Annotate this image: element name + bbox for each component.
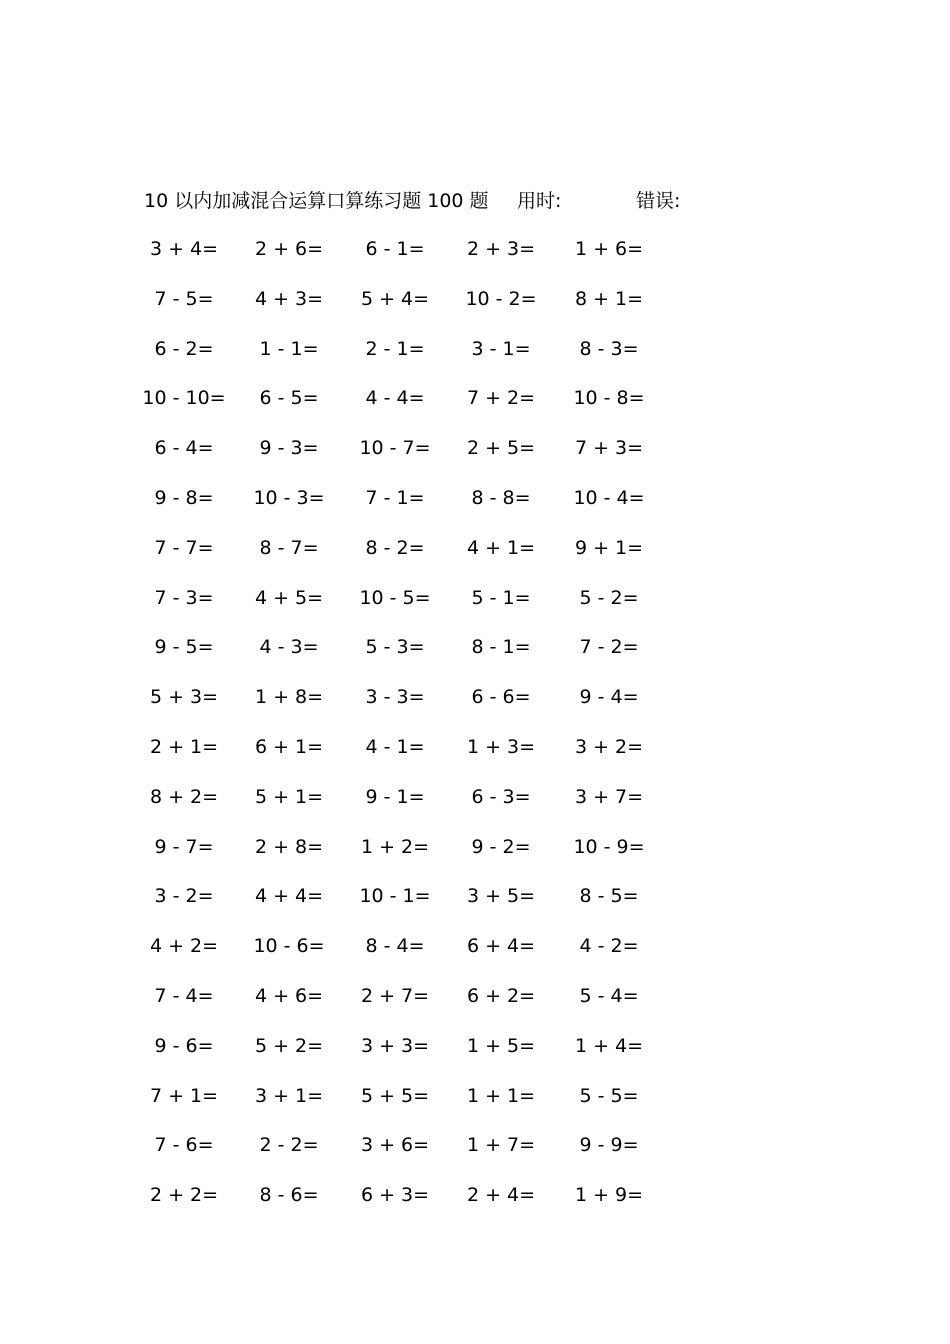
problem-item: 7 + 2= [466,387,536,410]
problem-item: 10 - 2= [465,287,537,310]
problem-item: 9 - 1= [365,785,425,808]
problem-item: 5 + 4= [360,287,430,310]
problem-item: 6 - 1= [365,238,425,260]
problem-item: 1 + 9= [574,1184,644,1207]
errors-label: 错误: [636,190,681,212]
problem-item: 4 - 2= [579,935,639,958]
problem-item: 9 - 9= [579,1134,639,1157]
problem-item: 1 + 7= [466,1134,536,1157]
problem-item: 5 - 4= [579,985,639,1007]
problem-item: 1 + 4= [574,1034,644,1057]
problem-item: 4 - 4= [365,387,425,410]
problem-item: 8 - 7= [259,536,319,559]
problem-item: 7 + 1= [149,1084,219,1107]
problem-item: 7 - 2= [579,636,639,659]
problem-item: 8 - 1= [471,636,531,659]
problem-item: 6 + 2= [466,985,536,1007]
problem-item: 1 + 5= [466,1034,536,1057]
problem-item: 8 + 2= [149,785,219,808]
problem-item: 9 - 2= [471,835,531,858]
problem-item: 3 + 7= [574,785,644,808]
problem-item: 5 + 1= [254,785,324,808]
problem-item: 8 - 2= [365,536,425,559]
problem-item: 10 - 10= [142,387,226,410]
problem-row [0,1130,950,1160]
problem-item: 3 + 2= [574,736,644,758]
problem-item: 2 + 8= [254,835,324,858]
problem-item: 8 - 4= [365,935,425,958]
problem-item: 8 - 8= [471,487,531,509]
problem-item: 2 - 1= [365,337,425,360]
problem-row [0,832,950,862]
problem-item: 10 - 7= [359,437,431,460]
problem-item: 4 + 2= [149,935,219,958]
problem-item: 3 + 6= [360,1134,430,1157]
problem-item: 6 - 5= [259,387,319,410]
problem-row [0,682,950,712]
problem-item: 3 + 3= [360,1034,430,1057]
problem-item: 9 - 6= [154,1034,214,1057]
problem-item: 2 - 2= [259,1134,319,1157]
problem-row [0,931,950,961]
problem-row [0,1081,950,1111]
problem-item: 9 - 3= [259,437,319,460]
problem-row [0,483,950,513]
problem-row [0,533,950,563]
problem-item: 9 + 1= [574,536,644,559]
problem-item: 10 - 3= [253,487,325,509]
problem-item: 3 - 1= [471,337,531,360]
problem-row [0,732,950,762]
problem-row [0,632,950,662]
problem-item: 9 - 4= [579,686,639,709]
problem-item: 8 - 5= [579,885,639,908]
problem-row [0,1180,950,1210]
problem-item: 10 - 8= [573,387,645,410]
problem-item: 4 + 3= [254,287,324,310]
problem-item: 5 - 3= [365,636,425,659]
problem-item: 7 - 5= [154,287,214,310]
problem-item: 7 + 3= [574,437,644,460]
problem-item: 5 - 2= [579,586,639,609]
problem-item: 9 - 8= [154,487,214,509]
problem-item: 5 + 3= [149,686,219,709]
problem-item: 1 + 8= [254,686,324,709]
problem-item: 3 + 4= [149,238,219,260]
problem-item: 3 + 5= [466,885,536,908]
problem-item: 1 + 1= [466,1084,536,1107]
problem-item: 1 + 2= [360,835,430,858]
problem-item: 2 + 3= [466,238,536,260]
problem-item: 5 - 1= [471,586,531,609]
problem-item: 1 + 6= [574,238,644,260]
problem-item: 6 - 3= [471,785,531,808]
time-used-label: 用时: [517,190,562,212]
problem-item: 2 + 5= [466,437,536,460]
problem-row [0,881,950,911]
problem-item: 10 - 6= [253,935,325,958]
problem-row [0,383,950,413]
problem-item: 5 + 2= [254,1034,324,1057]
problem-row [0,433,950,463]
problem-row [0,1031,950,1061]
problem-row [0,782,950,812]
problem-item: 4 + 5= [254,586,324,609]
problem-item: 2 + 1= [149,736,219,758]
problem-item: 6 + 1= [254,736,324,758]
problem-item: 2 + 7= [360,985,430,1007]
problem-item: 10 - 4= [573,487,645,509]
problem-item: 10 - 9= [573,835,645,858]
problem-item: 1 - 1= [259,337,319,360]
problem-item: 4 + 4= [254,885,324,908]
problem-item: 3 - 3= [365,686,425,709]
problem-item: 6 + 3= [360,1184,430,1207]
problem-item: 8 + 1= [574,287,644,310]
problem-item: 3 - 2= [154,885,214,908]
problem-item: 2 + 2= [149,1184,219,1207]
problem-item: 4 - 1= [365,736,425,758]
problem-item: 4 - 3= [259,636,319,659]
problem-item: 6 - 6= [471,686,531,709]
problem-item: 7 - 4= [154,985,214,1007]
problem-row [0,981,950,1011]
problem-item: 6 - 4= [154,437,214,460]
problem-item: 7 - 1= [365,487,425,509]
problem-row [0,284,950,314]
problem-item: 9 - 7= [154,835,214,858]
problem-item: 6 - 2= [154,337,214,360]
problem-item: 1 + 3= [466,736,536,758]
problem-item: 2 + 4= [466,1184,536,1207]
worksheet-title: 10 以内加减混合运算口算练习题 100 题 [144,190,489,212]
problem-row [0,234,950,264]
problem-item: 8 - 6= [259,1184,319,1207]
problem-item: 4 + 1= [466,536,536,559]
problem-item: 8 - 3= [579,337,639,360]
problem-item: 9 - 5= [154,636,214,659]
problem-item: 4 + 6= [254,985,324,1007]
problem-item: 7 - 3= [154,586,214,609]
problem-row [0,334,950,364]
problem-item: 5 - 5= [579,1084,639,1107]
problem-item: 7 - 7= [154,536,214,559]
problem-item: 2 + 6= [254,238,324,260]
problem-item: 10 - 5= [359,586,431,609]
problem-item: 5 + 5= [360,1084,430,1107]
problem-item: 6 + 4= [466,935,536,958]
problem-item: 10 - 1= [359,885,431,908]
problem-item: 3 + 1= [254,1084,324,1107]
problem-item: 7 - 6= [154,1134,214,1157]
problem-row [0,583,950,613]
